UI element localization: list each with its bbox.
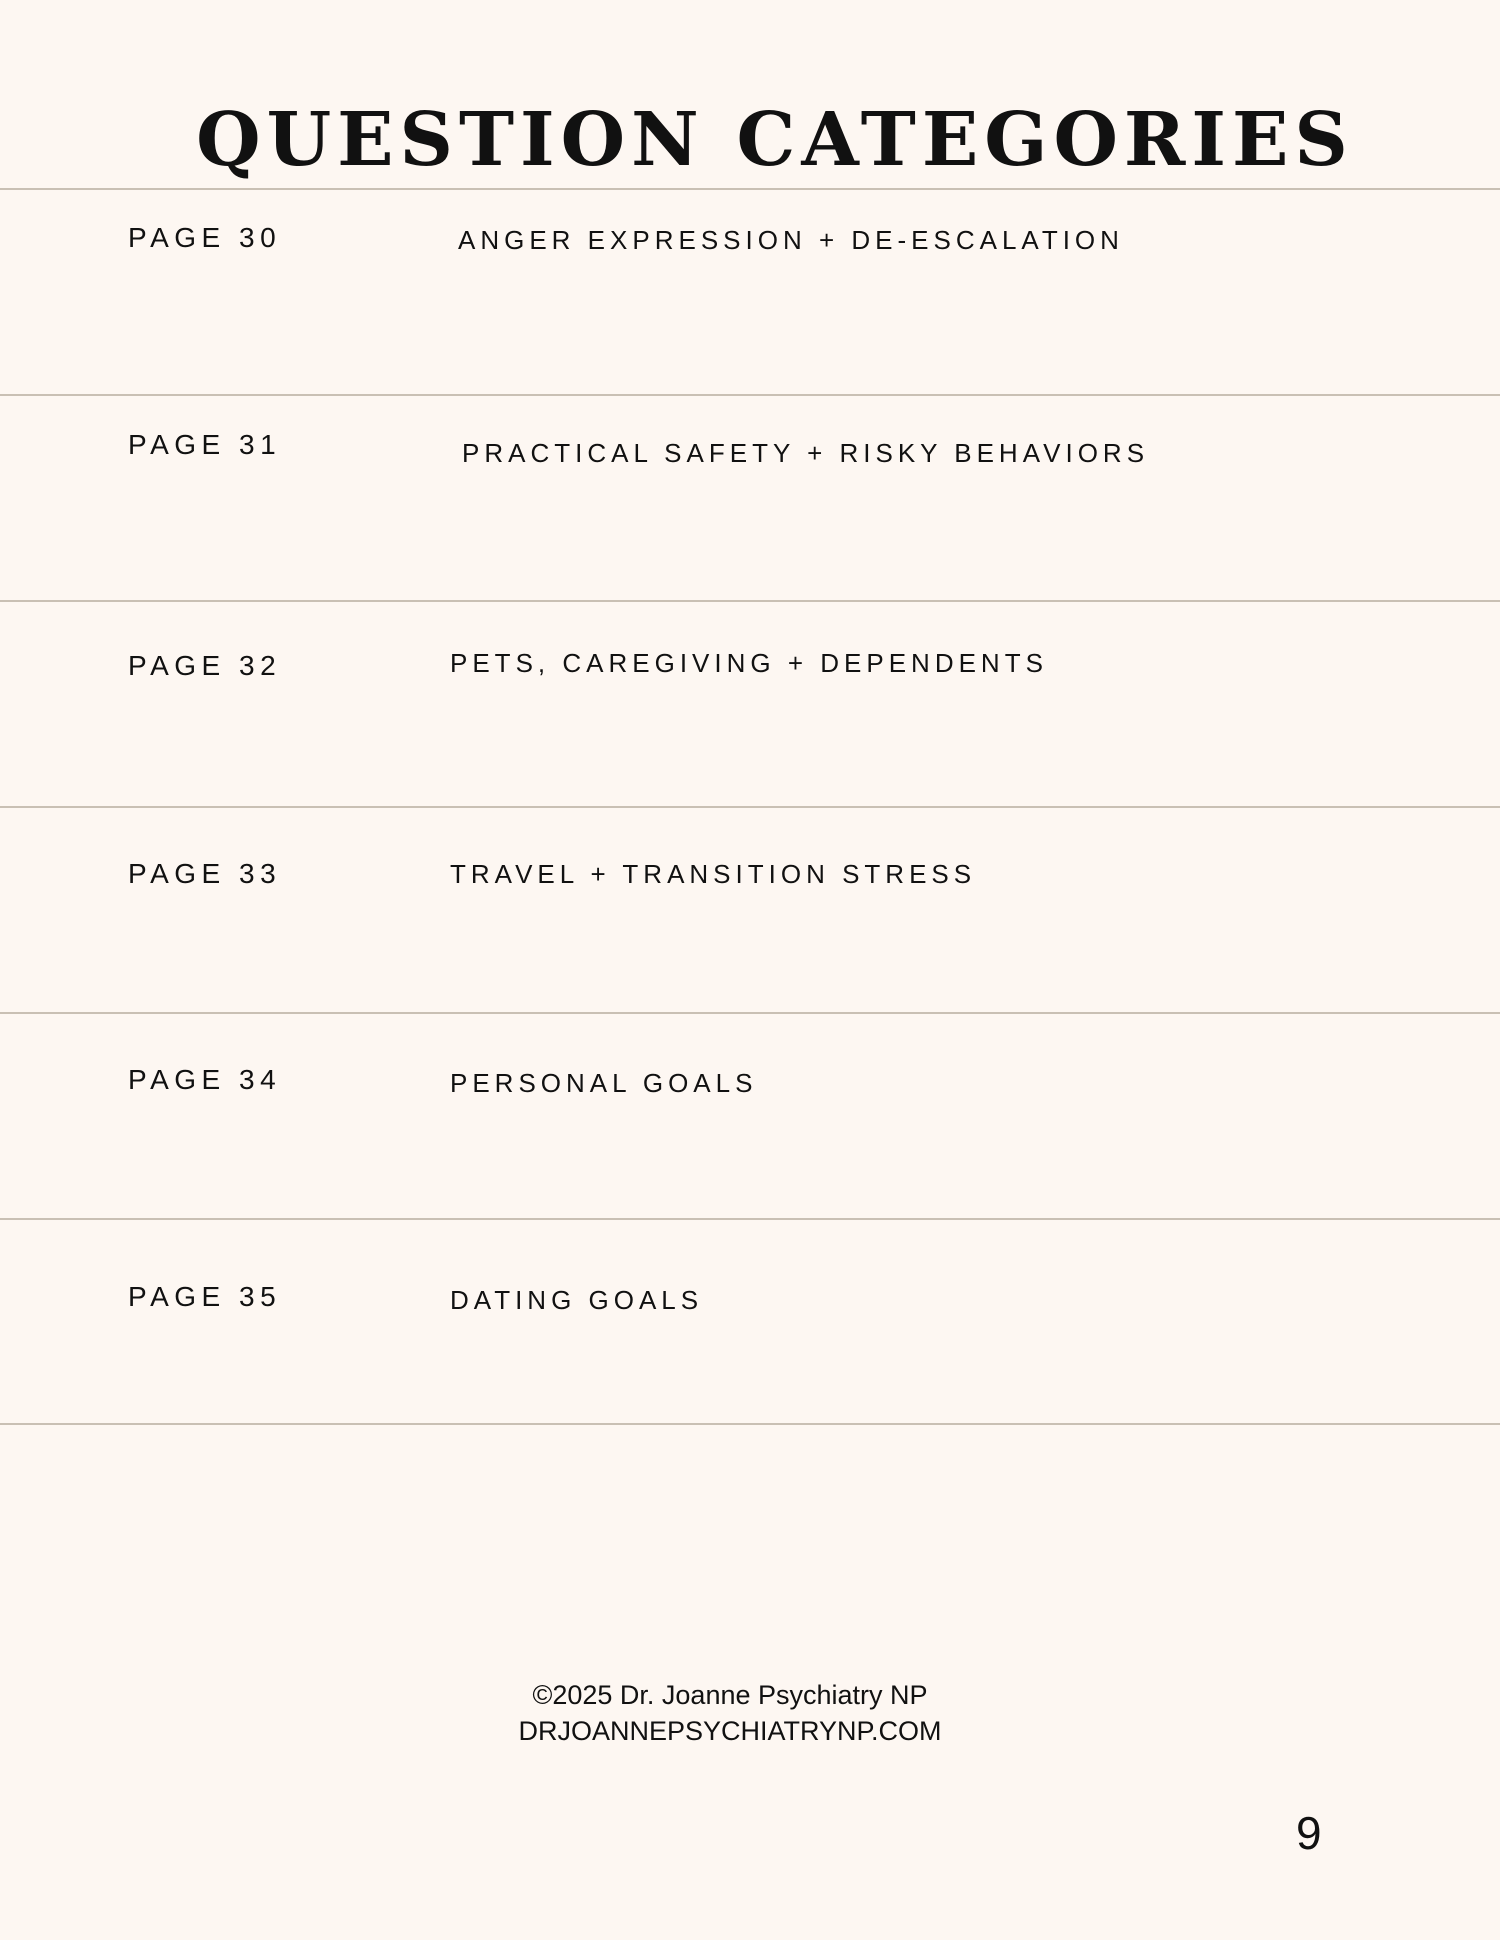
divider <box>0 600 1500 602</box>
entry-page-number: PAGE 30 <box>128 222 282 253</box>
divider <box>0 394 1500 396</box>
entry-category: DATING GOALS <box>450 1285 704 1315</box>
page-title: QUESTION CATEGORIES <box>196 97 1354 183</box>
divider <box>0 188 1500 190</box>
entry-page-number: PAGE 33 <box>128 858 282 889</box>
divider <box>0 1218 1500 1220</box>
entry-category: PERSONAL GOALS <box>450 1068 758 1098</box>
entry-category: PRACTICAL SAFETY + RISKY BEHAVIORS <box>462 438 1150 468</box>
entry-page-number: PAGE 35 <box>128 1281 282 1312</box>
page-number: 9 <box>1296 1807 1322 1859</box>
divider <box>0 1012 1500 1014</box>
entry-category: PETS, CAREGIVING + DEPENDENTS <box>450 648 1048 678</box>
entry-page-number: PAGE 31 <box>128 429 282 460</box>
footer-copyright: ©2025 Dr. Joanne Psychiatry NP <box>532 1680 928 1710</box>
entry-category: ANGER EXPRESSION + DE-ESCALATION <box>458 225 1124 255</box>
divider <box>0 806 1500 808</box>
entry-category: TRAVEL + TRANSITION STRESS <box>450 859 977 889</box>
entry-page-number: PAGE 32 <box>128 650 282 681</box>
footer-website: DRJOANNEPSYCHIATRYNP.COM <box>518 1716 942 1746</box>
entry-page-number: PAGE 34 <box>128 1064 282 1095</box>
divider <box>0 1423 1500 1425</box>
